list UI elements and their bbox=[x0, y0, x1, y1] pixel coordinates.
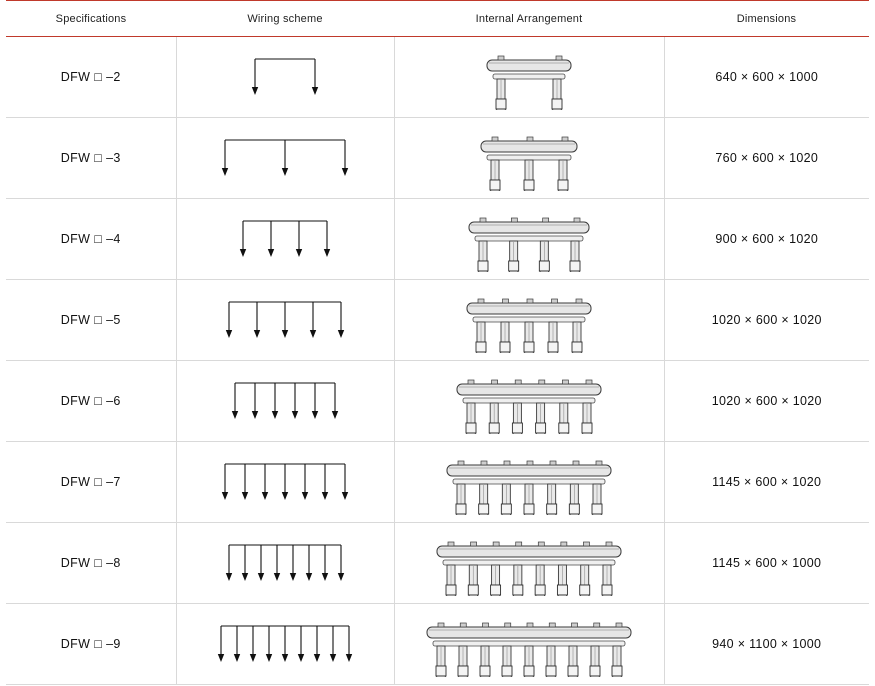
dimensions-cell bbox=[664, 280, 869, 361]
busbar-assembly-3-icon bbox=[395, 118, 664, 198]
internal-arrangement-cell bbox=[394, 604, 664, 685]
wiring-scheme-cell bbox=[176, 280, 394, 361]
spec-label: DFW □ –7 bbox=[60, 475, 121, 489]
spec-cell bbox=[6, 280, 176, 361]
table-row bbox=[6, 37, 869, 118]
spec-cell bbox=[6, 442, 176, 523]
spec-cell bbox=[6, 199, 176, 280]
dimensions-cell bbox=[664, 442, 869, 523]
busbar-assembly-5-icon bbox=[395, 280, 664, 360]
table-body bbox=[6, 37, 869, 685]
header-internal-arrangement: Internal Arrangement bbox=[394, 1, 664, 37]
wiring-scheme-cell bbox=[176, 118, 394, 199]
wiring-scheme-cell bbox=[176, 361, 394, 442]
table-row bbox=[6, 118, 869, 199]
dimensions-label: 640 × 600 × 1000 bbox=[715, 70, 819, 84]
dimensions-label: 940 × 1100 × 1000 bbox=[712, 637, 822, 651]
dimensions-cell bbox=[664, 37, 869, 118]
table-row bbox=[6, 604, 869, 685]
dimensions-cell bbox=[664, 118, 869, 199]
spec-label: DFW □ –4 bbox=[60, 232, 121, 246]
busbar-assembly-8-icon bbox=[395, 523, 664, 603]
wiring-scheme-cell bbox=[176, 199, 394, 280]
wiring-scheme-cell bbox=[176, 37, 394, 118]
spec-label: DFW □ –2 bbox=[60, 70, 121, 84]
header-dimensions: Dimensions bbox=[664, 1, 869, 37]
wiring-diagram-icon bbox=[177, 523, 394, 603]
wiring-diagram-icon bbox=[177, 37, 394, 117]
internal-arrangement-cell bbox=[394, 37, 664, 118]
dimensions-label: 760 × 600 × 1020 bbox=[715, 151, 819, 165]
dimensions-label: 1145 × 600 × 1020 bbox=[712, 475, 822, 489]
header-wiring-scheme: Wiring scheme bbox=[176, 1, 394, 37]
busbar-assembly-7-icon bbox=[395, 442, 664, 522]
dimensions-cell bbox=[664, 199, 869, 280]
spec-label: DFW □ –9 bbox=[60, 637, 121, 651]
dimensions-cell bbox=[664, 523, 869, 604]
wiring-diagram-icon bbox=[177, 199, 394, 279]
wiring-diagram-icon bbox=[177, 361, 394, 441]
dimensions-label: 1145 × 600 × 1000 bbox=[712, 556, 822, 570]
spec-label: DFW □ –3 bbox=[60, 151, 121, 165]
spec-cell bbox=[6, 604, 176, 685]
busbar-assembly-2-icon bbox=[395, 37, 664, 117]
wiring-diagram-icon bbox=[177, 118, 394, 198]
wiring-diagram-icon bbox=[177, 280, 394, 360]
internal-arrangement-cell bbox=[394, 442, 664, 523]
table-header bbox=[6, 1, 869, 37]
table-row bbox=[6, 361, 869, 442]
internal-arrangement-cell bbox=[394, 199, 664, 280]
dimensions-cell bbox=[664, 604, 869, 685]
wiring-diagram-icon bbox=[177, 604, 394, 684]
header-specifications: Specifications bbox=[6, 1, 176, 37]
table-row bbox=[6, 199, 869, 280]
busbar-assembly-4-icon bbox=[395, 199, 664, 279]
busbar-assembly-6-icon bbox=[395, 361, 664, 441]
wiring-scheme-cell bbox=[176, 604, 394, 685]
spec-cell bbox=[6, 523, 176, 604]
internal-arrangement-cell bbox=[394, 280, 664, 361]
table-row bbox=[6, 442, 869, 523]
dimensions-label: 1020 × 600 × 1020 bbox=[711, 313, 822, 327]
wiring-scheme-cell bbox=[176, 442, 394, 523]
spec-cell bbox=[6, 118, 176, 199]
spec-cell bbox=[6, 361, 176, 442]
table-row bbox=[6, 280, 869, 361]
busbar-assembly-9-icon bbox=[395, 604, 664, 684]
spec-label: DFW □ –8 bbox=[60, 556, 121, 570]
spec-label: DFW □ –5 bbox=[60, 313, 121, 327]
internal-arrangement-cell bbox=[394, 523, 664, 604]
table-row bbox=[6, 523, 869, 604]
spec-label: DFW □ –6 bbox=[60, 394, 121, 408]
dimensions-label: 1020 × 600 × 1020 bbox=[711, 394, 822, 408]
table-header-row bbox=[6, 1, 869, 37]
internal-arrangement-cell bbox=[394, 361, 664, 442]
dimensions-label: 900 × 600 × 1020 bbox=[715, 232, 819, 246]
specification-table bbox=[6, 0, 869, 685]
wiring-diagram-icon bbox=[177, 442, 394, 522]
dimensions-cell bbox=[664, 361, 869, 442]
internal-arrangement-cell bbox=[394, 118, 664, 199]
spec-cell bbox=[6, 37, 176, 118]
wiring-scheme-cell bbox=[176, 523, 394, 604]
